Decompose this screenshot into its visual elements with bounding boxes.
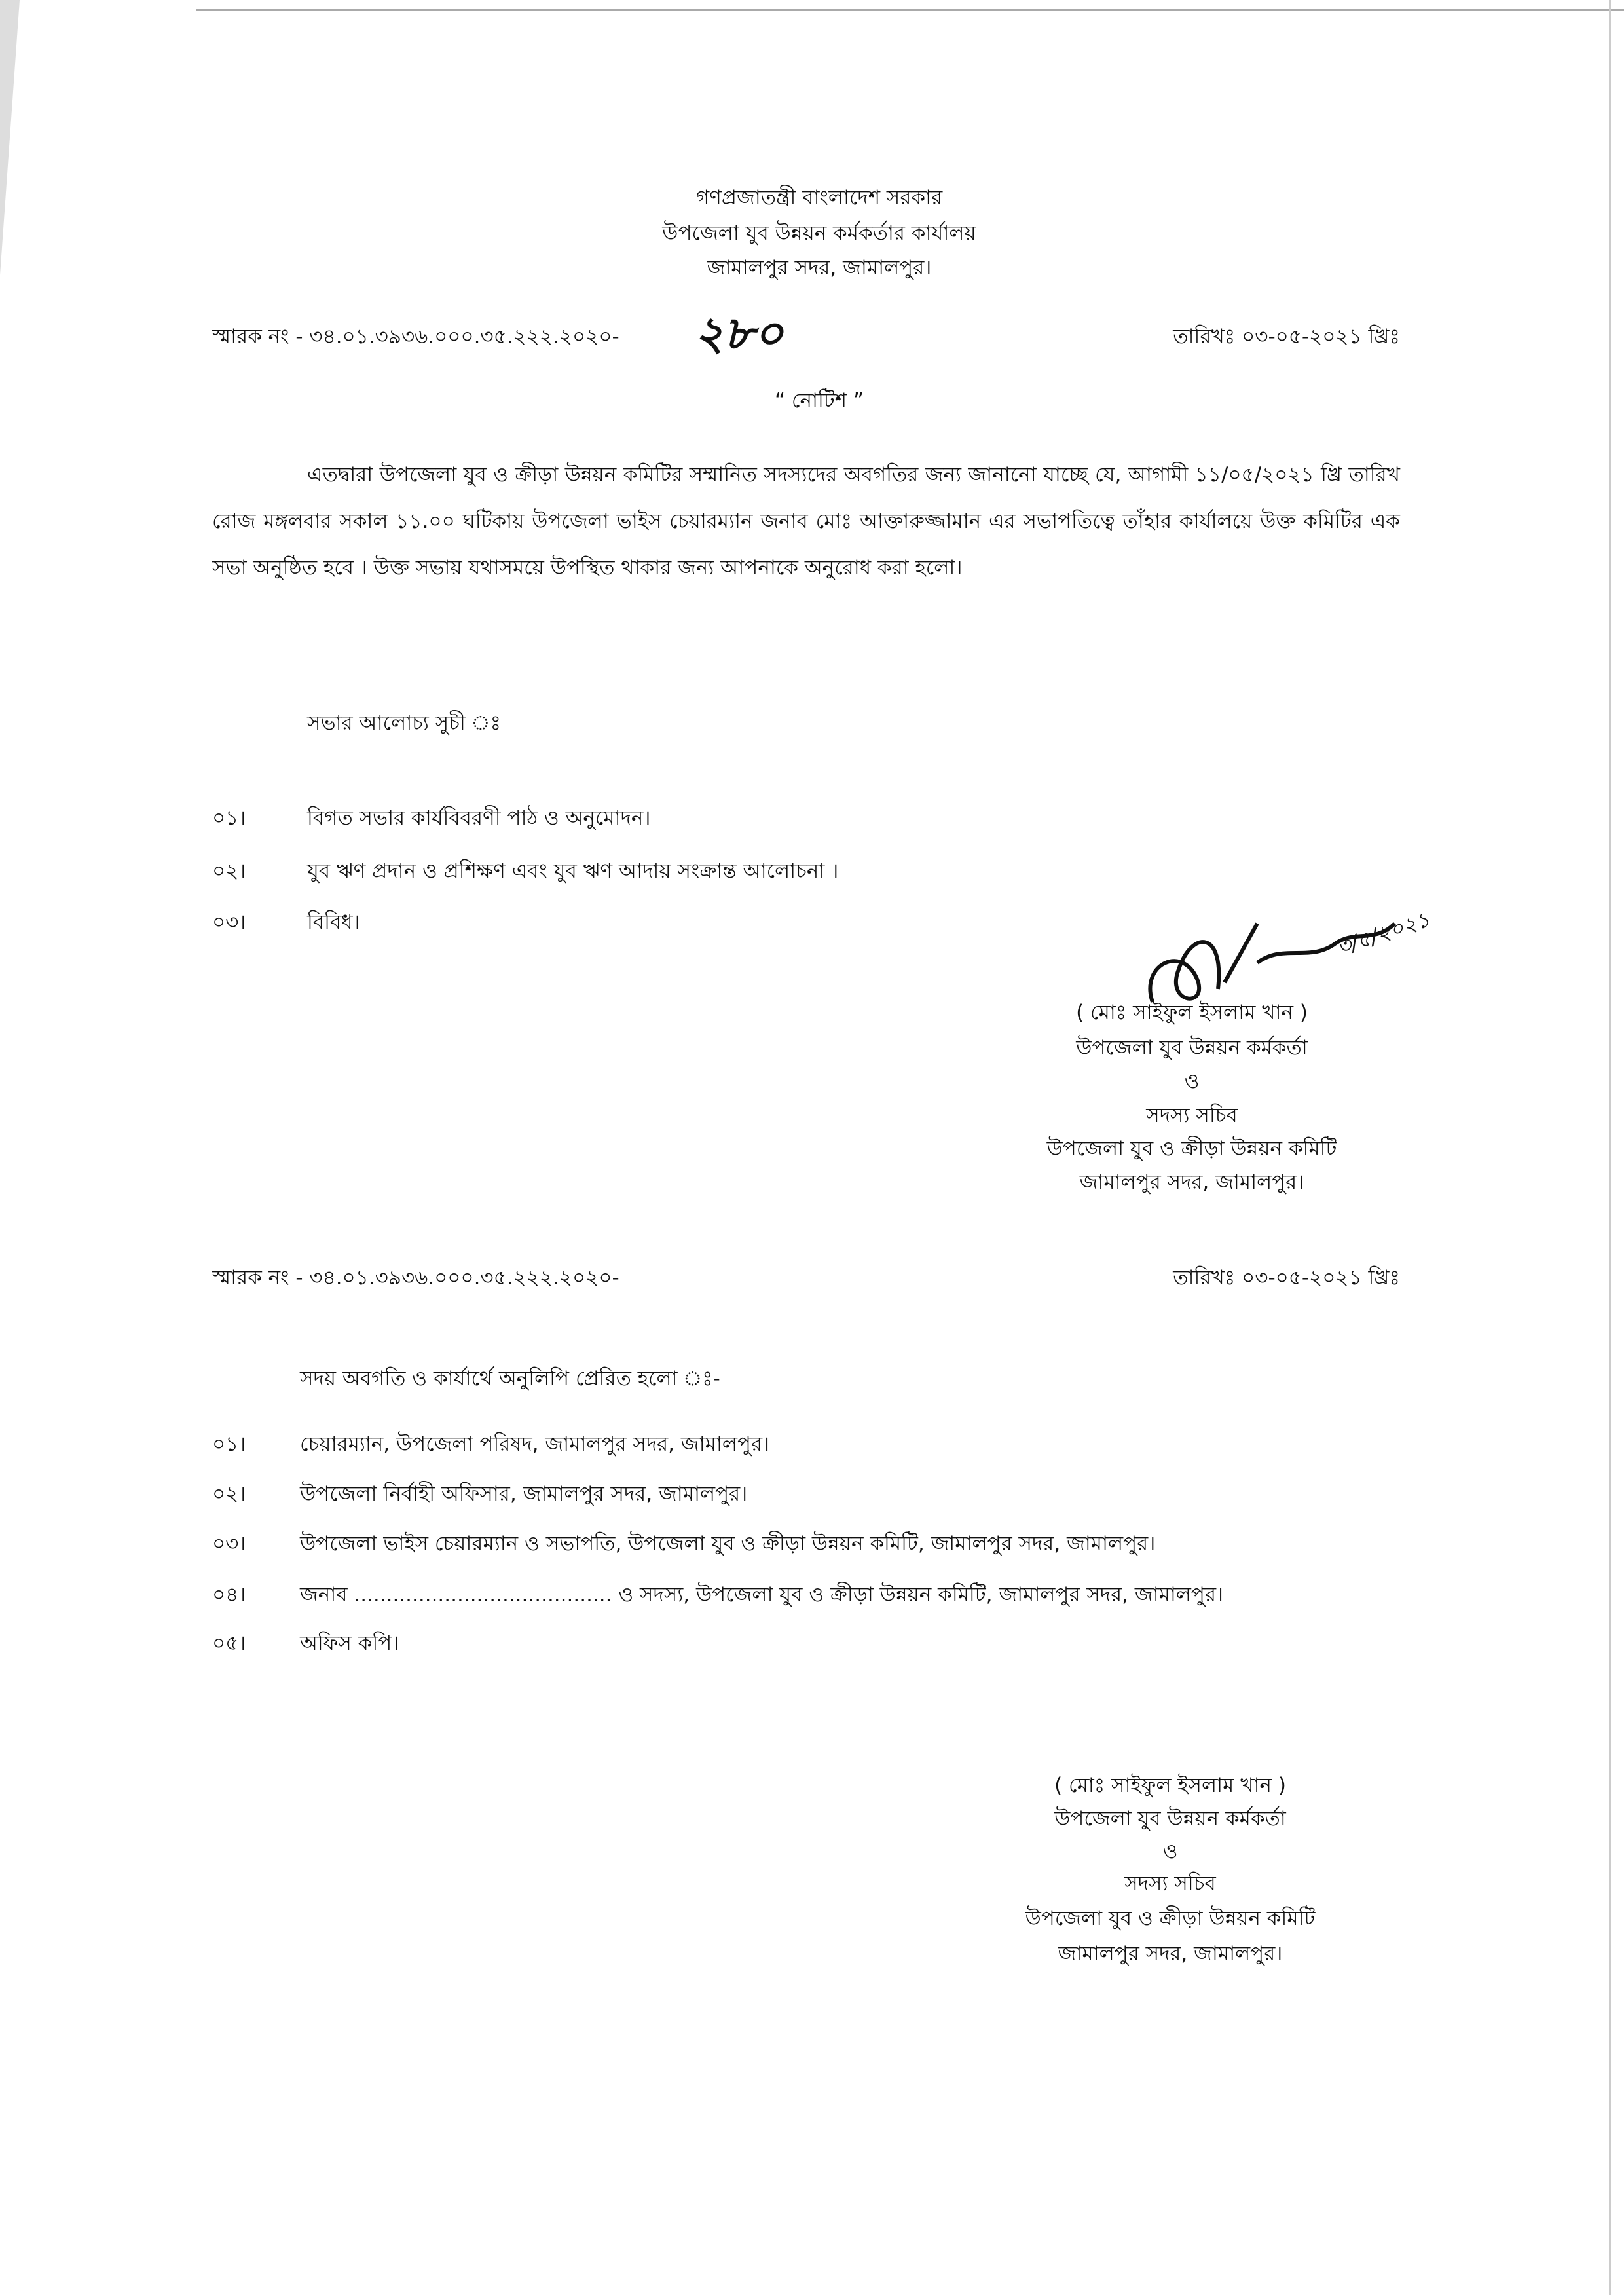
copy-number: ০৩।	[212, 1532, 246, 1556]
memo-reference: স্মারক নং - ৩৪.০১.৩৯৩৬.০০০.৩৫.২২২.২০২০-	[212, 325, 619, 348]
header-government: গণপ্রজাতন্ত্রী বাংলাদেশ সরকার	[695, 186, 943, 210]
signature-date: ৩/৫/২০২১	[1334, 906, 1433, 960]
agenda-item: বিগত সভার কার্যবিবরণী পাঠ ও অনুমোদন।	[307, 806, 651, 830]
memo-date-2: তারিখঃ ০৩-০৫-২০২১ খ্রিঃ	[1173, 1266, 1400, 1290]
signatory-title: উপজেলা যুব উন্নয়ন কর্মকর্তা	[1054, 1807, 1286, 1831]
signatory-location: জামালপুর সদর, জামালপুর।	[1079, 1170, 1304, 1194]
copy-recipient: উপজেলা ভাইস চেয়ারম্যান ও সভাপতি, উপজেলা যুব ও ক্রীড়া উন্নয়ন কমিটি, জামালপুর সদর, জামালপুর।	[300, 1532, 1156, 1556]
signatory-committee: উপজেলা যুব ও ক্রীড়া উন্নয়ন কমিটি	[1025, 1907, 1316, 1930]
signatory-location: জামালপুর সদর, জামালপুর।	[1058, 1942, 1283, 1966]
copy-number: ০৫।	[212, 1632, 246, 1655]
signatory-name: ( মোঃ সাইফুল ইসলাম খান )	[1054, 1774, 1286, 1797]
copy-recipient: অফিস কপি।	[300, 1632, 399, 1655]
scan-edge-right	[1609, 0, 1611, 2295]
notice-body: এতদ্বারা উপজেলা যুব ও ক্রীড়া উন্নয়ন কমিটির সম্মানিত সদস্যদের অবগতির জন্য জানানো যাচ্ছে যে, আগামী ১১/০৫/২০২১ খ্রি তারিখ রোজ মঙ্গলবার সকাল ১১.০০ ঘটিকায় উপজেলা ভাইস চেয়ারম্যান জনাব মোঃ আক্তারুজ্জামান এর সভাপতিত্বে তাঁহার কার্যালয়ে উক্ত কমিটির এক সভা অনুষ্ঠিত হবে । উক্ত সভায় যথাসময়ে উপস্থিত থাকার জন্য আপনাকে অনুরোধ করা হলো।	[212, 463, 1400, 580]
scan-edge-top	[196, 9, 1624, 11]
agenda-number: ০৩।	[212, 910, 246, 934]
copy-recipient: জনাব ........................................ ও সদস্য, উপজেলা যুব ও ক্রীড়া উন্নয়ন কমিটি, জামালপুর সদর, জামালপুর।	[300, 1583, 1224, 1607]
handwritten-memo-number: ২৮০	[694, 306, 784, 360]
signatory-title: উপজেলা যুব উন্নয়ন কর্মকর্তা	[1076, 1036, 1308, 1060]
header-office: উপজেলা যুব উন্নয়ন কর্মকর্তার কার্যালয়	[662, 221, 976, 245]
copy-recipient: চেয়ারম্যান, উপজেলা পরিষদ, জামালপুর সদর, জামালপুর।	[300, 1432, 770, 1456]
copy-title: সদয় অবগতি ও কার্যার্থে অনুলিপি প্রেরিত হলো ঃ-	[300, 1367, 720, 1390]
copy-number: ০২।	[212, 1482, 246, 1506]
notice-title: “ নোটিশ ”	[775, 389, 864, 413]
agenda-number: ০১।	[212, 806, 246, 830]
signatory-name: ( মোঃ সাইফুল ইসলাম খান )	[1076, 1001, 1308, 1024]
agenda-number: ০২।	[212, 859, 246, 883]
page-fold-corner	[0, 0, 20, 275]
memo-reference-2: স্মারক নং - ৩৪.০১.৩৯৩৬.০০০.৩৫.২২২.২০২০-	[212, 1266, 619, 1290]
signatory-role: সদস্য সচিব	[1146, 1104, 1238, 1127]
memo-date: তারিখঃ ০৩-০৫-২০২১ খ্রিঃ	[1173, 325, 1400, 348]
agenda-item: বিবিধ।	[307, 910, 360, 934]
copy-number: ০১।	[212, 1432, 246, 1456]
signatory-role: সদস্য সচিব	[1124, 1872, 1216, 1895]
signatory-committee: উপজেলা যুব ও ক্রীড়া উন্নয়ন কমিটি	[1046, 1137, 1337, 1161]
signatory-and: ও	[1184, 1070, 1200, 1093]
copy-recipient: উপজেলা নির্বাহী অফিসার, জামালপুর সদর, জামালপুর।	[300, 1482, 748, 1506]
agenda-title: সভার আলোচ্য সুচী ঃ	[307, 711, 501, 735]
header-location: জামালপুর সদর, জামালপুর।	[707, 256, 932, 280]
agenda-item: যুব ঋণ প্রদান ও প্রশিক্ষণ এবং যুব ঋণ আদায় সংক্রান্ত আলোচনা ।	[307, 859, 839, 883]
signatory-and: ও	[1162, 1840, 1178, 1863]
copy-number: ০৪।	[212, 1583, 246, 1607]
